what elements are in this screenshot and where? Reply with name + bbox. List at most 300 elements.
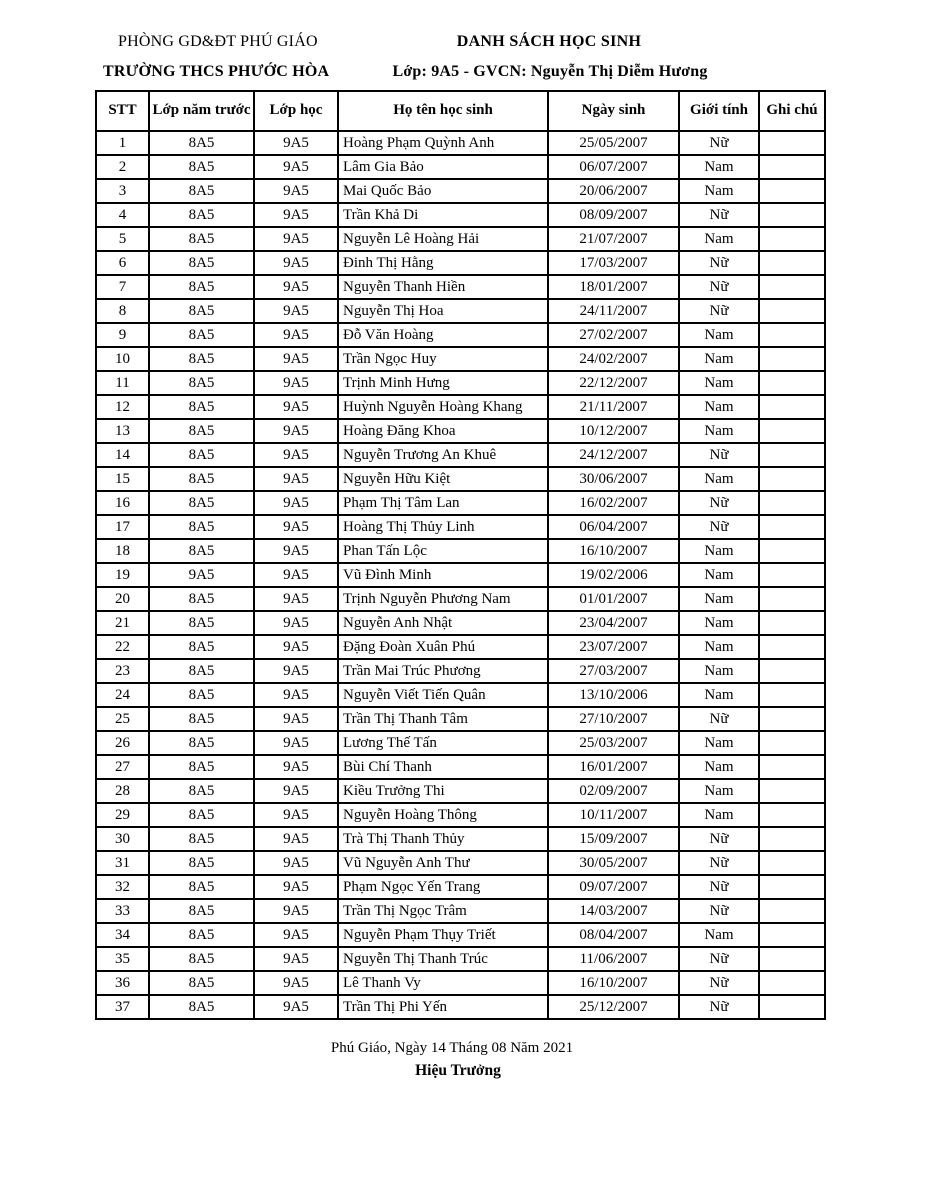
cell-birth-date: 08/04/2007 (548, 923, 679, 947)
cell-current-class: 9A5 (254, 899, 338, 923)
cell-gender: Nữ (679, 707, 759, 731)
cell-note (759, 515, 825, 539)
cell-current-class: 9A5 (254, 707, 338, 731)
cell-note (759, 587, 825, 611)
cell-prev-class: 8A5 (149, 323, 254, 347)
cell-prev-class: 8A5 (149, 851, 254, 875)
cell-birth-date: 23/07/2007 (548, 635, 679, 659)
table-row (96, 587, 825, 611)
table-row (96, 227, 825, 251)
cell-birth-date: 27/10/2007 (548, 707, 679, 731)
cell-stt: 25 (96, 707, 149, 731)
cell-student-name: Vũ Đình Minh (338, 563, 548, 587)
cell-note (759, 803, 825, 827)
cell-stt: 8 (96, 299, 149, 323)
cell-note (759, 731, 825, 755)
cell-prev-class: 8A5 (149, 827, 254, 851)
cell-gender: Nam (679, 683, 759, 707)
cell-student-name: Trần Ngọc Huy (338, 347, 548, 371)
cell-stt: 24 (96, 683, 149, 707)
cell-current-class: 9A5 (254, 419, 338, 443)
cell-student-name: Nguyễn Viết Tiến Quân (338, 683, 548, 707)
cell-student-name: Trần Thị Thanh Tâm (338, 707, 548, 731)
table-row (96, 683, 825, 707)
cell-note (759, 275, 825, 299)
document-title: DANH SÁCH HỌC SINH (456, 33, 642, 50)
cell-gender: Nữ (679, 947, 759, 971)
cell-prev-class: 8A5 (149, 611, 254, 635)
cell-gender: Nữ (679, 443, 759, 467)
cell-student-name: Trần Mai Trúc Phương (338, 659, 548, 683)
table-row (96, 179, 825, 203)
cell-stt: 1 (96, 131, 149, 155)
cell-note (759, 419, 825, 443)
cell-student-name: Trần Thị Ngọc Trâm (338, 899, 548, 923)
cell-student-name: Trịnh Minh Hưng (338, 371, 548, 395)
cell-birth-date: 10/12/2007 (548, 419, 679, 443)
cell-note (759, 875, 825, 899)
table-row (96, 755, 825, 779)
cell-prev-class: 8A5 (149, 251, 254, 275)
cell-student-name: Trần Khả Di (338, 203, 548, 227)
table-row (96, 803, 825, 827)
cell-current-class: 9A5 (254, 827, 338, 851)
table-row (96, 851, 825, 875)
cell-current-class: 9A5 (254, 227, 338, 251)
table-row (96, 611, 825, 635)
cell-current-class: 9A5 (254, 395, 338, 419)
cell-birth-date: 21/11/2007 (548, 395, 679, 419)
cell-current-class: 9A5 (254, 995, 338, 1019)
student-table (95, 90, 826, 1020)
cell-student-name: Lâm Gia Bảo (338, 155, 548, 179)
cell-prev-class: 8A5 (149, 491, 254, 515)
cell-current-class: 9A5 (254, 755, 338, 779)
cell-gender: Nam (679, 323, 759, 347)
cell-birth-date: 17/03/2007 (548, 251, 679, 275)
cell-gender: Nữ (679, 491, 759, 515)
cell-stt: 37 (96, 995, 149, 1019)
cell-stt: 20 (96, 587, 149, 611)
column-header-note: Ghi chú (759, 91, 825, 131)
cell-gender: Nam (679, 347, 759, 371)
cell-note (759, 443, 825, 467)
cell-student-name: Phan Tấn Lộc (338, 539, 548, 563)
cell-stt: 30 (96, 827, 149, 851)
cell-stt: 32 (96, 875, 149, 899)
cell-current-class: 9A5 (254, 803, 338, 827)
cell-prev-class: 8A5 (149, 587, 254, 611)
cell-student-name: Vũ Nguyễn Anh Thư (338, 851, 548, 875)
cell-note (759, 851, 825, 875)
cell-birth-date: 08/09/2007 (548, 203, 679, 227)
cell-stt: 10 (96, 347, 149, 371)
cell-prev-class: 9A5 (149, 563, 254, 587)
cell-birth-date: 24/02/2007 (548, 347, 679, 371)
table-row (96, 827, 825, 851)
cell-note (759, 491, 825, 515)
cell-student-name: Lương Thế Tấn (338, 731, 548, 755)
cell-note (759, 227, 825, 251)
cell-note (759, 611, 825, 635)
cell-student-name: Trần Thị Phi Yến (338, 995, 548, 1019)
cell-gender: Nữ (679, 131, 759, 155)
cell-prev-class: 8A5 (149, 635, 254, 659)
cell-stt: 17 (96, 515, 149, 539)
cell-current-class: 9A5 (254, 635, 338, 659)
table-row (96, 347, 825, 371)
cell-student-name: Đỗ Văn Hoàng (338, 323, 548, 347)
table-row (96, 251, 825, 275)
cell-prev-class: 8A5 (149, 155, 254, 179)
table-row (96, 731, 825, 755)
cell-birth-date: 24/12/2007 (548, 443, 679, 467)
cell-gender: Nam (679, 587, 759, 611)
cell-birth-date: 24/11/2007 (548, 299, 679, 323)
cell-birth-date: 13/10/2006 (548, 683, 679, 707)
cell-current-class: 9A5 (254, 515, 338, 539)
cell-prev-class: 8A5 (149, 875, 254, 899)
cell-gender: Nam (679, 659, 759, 683)
cell-current-class: 9A5 (254, 299, 338, 323)
table-row (96, 443, 825, 467)
cell-student-name: Đinh Thị Hằng (338, 251, 548, 275)
cell-current-class: 9A5 (254, 971, 338, 995)
cell-birth-date: 16/01/2007 (548, 755, 679, 779)
column-header-stt: STT (96, 91, 149, 131)
table-body (96, 131, 825, 1019)
cell-student-name: Nguyễn Hoàng Thông (338, 803, 548, 827)
cell-prev-class: 8A5 (149, 419, 254, 443)
cell-birth-date: 15/09/2007 (548, 827, 679, 851)
cell-gender: Nữ (679, 251, 759, 275)
cell-student-name: Nguyễn Thị Hoa (338, 299, 548, 323)
table-row (96, 659, 825, 683)
cell-current-class: 9A5 (254, 179, 338, 203)
cell-prev-class: 8A5 (149, 803, 254, 827)
cell-student-name: Nguyễn Hữu Kiệt (338, 467, 548, 491)
cell-gender: Nam (679, 731, 759, 755)
cell-prev-class: 8A5 (149, 779, 254, 803)
cell-gender: Nữ (679, 275, 759, 299)
cell-gender: Nam (679, 803, 759, 827)
cell-student-name: Huỳnh Nguyễn Hoàng Khang (338, 395, 548, 419)
cell-gender: Nữ (679, 875, 759, 899)
cell-stt: 5 (96, 227, 149, 251)
cell-prev-class: 8A5 (149, 275, 254, 299)
cell-stt: 12 (96, 395, 149, 419)
cell-prev-class: 8A5 (149, 203, 254, 227)
cell-student-name: Trà Thị Thanh Thủy (338, 827, 548, 851)
cell-prev-class: 8A5 (149, 755, 254, 779)
cell-birth-date: 30/06/2007 (548, 467, 679, 491)
cell-current-class: 9A5 (254, 875, 338, 899)
table-row (96, 203, 825, 227)
table-row (96, 707, 825, 731)
cell-prev-class: 8A5 (149, 971, 254, 995)
table-row (96, 395, 825, 419)
cell-note (759, 131, 825, 155)
cell-note (759, 299, 825, 323)
cell-birth-date: 21/07/2007 (548, 227, 679, 251)
cell-birth-date: 22/12/2007 (548, 371, 679, 395)
cell-gender: Nam (679, 635, 759, 659)
cell-student-name: Kiều Trưởng Thi (338, 779, 548, 803)
cell-note (759, 251, 825, 275)
cell-gender: Nam (679, 467, 759, 491)
cell-student-name: Trịnh Nguyễn Phương Nam (338, 587, 548, 611)
cell-gender: Nam (679, 371, 759, 395)
cell-birth-date: 25/05/2007 (548, 131, 679, 155)
cell-birth-date: 01/01/2007 (548, 587, 679, 611)
cell-birth-date: 20/06/2007 (548, 179, 679, 203)
cell-current-class: 9A5 (254, 851, 338, 875)
cell-birth-date: 27/02/2007 (548, 323, 679, 347)
cell-stt: 14 (96, 443, 149, 467)
table-row (96, 995, 825, 1019)
cell-current-class: 9A5 (254, 251, 338, 275)
table-row (96, 491, 825, 515)
cell-stt: 11 (96, 371, 149, 395)
cell-birth-date: 27/03/2007 (548, 659, 679, 683)
cell-gender: Nam (679, 155, 759, 179)
cell-birth-date: 09/07/2007 (548, 875, 679, 899)
cell-prev-class: 8A5 (149, 659, 254, 683)
cell-student-name: Phạm Thị Tâm Lan (338, 491, 548, 515)
cell-stt: 22 (96, 635, 149, 659)
cell-note (759, 323, 825, 347)
cell-note (759, 395, 825, 419)
cell-current-class: 9A5 (254, 659, 338, 683)
cell-stt: 27 (96, 755, 149, 779)
cell-student-name: Hoàng Phạm Quỳnh Anh (338, 131, 548, 155)
cell-student-name: Nguyễn Thị Thanh Trúc (338, 947, 548, 971)
cell-note (759, 995, 825, 1019)
cell-student-name: Nguyễn Anh Nhật (338, 611, 548, 635)
table-row (96, 467, 825, 491)
table-row (96, 947, 825, 971)
cell-gender: Nam (679, 611, 759, 635)
cell-current-class: 9A5 (254, 323, 338, 347)
cell-note (759, 563, 825, 587)
cell-note (759, 179, 825, 203)
table-row (96, 299, 825, 323)
table-row (96, 899, 825, 923)
cell-note (759, 947, 825, 971)
cell-gender: Nam (679, 755, 759, 779)
cell-note (759, 971, 825, 995)
cell-prev-class: 8A5 (149, 539, 254, 563)
cell-birth-date: 16/02/2007 (548, 491, 679, 515)
cell-gender: Nữ (679, 203, 759, 227)
cell-stt: 26 (96, 731, 149, 755)
cell-student-name: Phạm Ngọc Yến Trang (338, 875, 548, 899)
cell-stt: 3 (96, 179, 149, 203)
cell-gender: Nữ (679, 827, 759, 851)
cell-prev-class: 8A5 (149, 131, 254, 155)
cell-gender: Nam (679, 779, 759, 803)
cell-student-name: Nguyễn Phạm Thụy Triết (338, 923, 548, 947)
cell-birth-date: 16/10/2007 (548, 539, 679, 563)
cell-birth-date: 25/03/2007 (548, 731, 679, 755)
cell-student-name: Lê Thanh Vy (338, 971, 548, 995)
table-row (96, 515, 825, 539)
cell-prev-class: 8A5 (149, 515, 254, 539)
column-header-student-name: Họ tên học sinh (338, 91, 548, 131)
column-header-prev-class: Lớp năm trước (149, 91, 254, 131)
table-row (96, 323, 825, 347)
cell-prev-class: 8A5 (149, 731, 254, 755)
cell-stt: 4 (96, 203, 149, 227)
cell-student-name: Đặng Đoàn Xuân Phú (338, 635, 548, 659)
cell-current-class: 9A5 (254, 539, 338, 563)
cell-current-class: 9A5 (254, 347, 338, 371)
cell-note (759, 827, 825, 851)
cell-student-name: Hoàng Thị Thủy Linh (338, 515, 548, 539)
column-header-current-class: Lớp học (254, 91, 338, 131)
cell-current-class: 9A5 (254, 947, 338, 971)
cell-note (759, 707, 825, 731)
cell-prev-class: 8A5 (149, 947, 254, 971)
cell-birth-date: 30/05/2007 (548, 851, 679, 875)
cell-birth-date: 02/09/2007 (548, 779, 679, 803)
cell-stt: 13 (96, 419, 149, 443)
cell-gender: Nữ (679, 515, 759, 539)
cell-stt: 34 (96, 923, 149, 947)
table-row (96, 539, 825, 563)
cell-stt: 6 (96, 251, 149, 275)
cell-stt: 18 (96, 539, 149, 563)
cell-birth-date: 16/10/2007 (548, 971, 679, 995)
cell-current-class: 9A5 (254, 587, 338, 611)
cell-prev-class: 8A5 (149, 299, 254, 323)
cell-note (759, 755, 825, 779)
cell-note (759, 539, 825, 563)
cell-stt: 7 (96, 275, 149, 299)
table-row (96, 971, 825, 995)
cell-prev-class: 8A5 (149, 179, 254, 203)
table-row (96, 563, 825, 587)
cell-birth-date: 23/04/2007 (548, 611, 679, 635)
cell-current-class: 9A5 (254, 563, 338, 587)
office-name: PHÒNG GD&ĐT PHÚ GIÁO (118, 33, 318, 50)
table-row (96, 875, 825, 899)
cell-stt: 33 (96, 899, 149, 923)
cell-note (759, 635, 825, 659)
cell-student-name: Mai Quốc Bảo (338, 179, 548, 203)
cell-current-class: 9A5 (254, 371, 338, 395)
cell-current-class: 9A5 (254, 491, 338, 515)
cell-note (759, 371, 825, 395)
cell-gender: Nam (679, 563, 759, 587)
cell-current-class: 9A5 (254, 275, 338, 299)
cell-prev-class: 8A5 (149, 707, 254, 731)
cell-gender: Nữ (679, 851, 759, 875)
cell-note (759, 155, 825, 179)
cell-stt: 35 (96, 947, 149, 971)
cell-note (759, 203, 825, 227)
cell-stt: 28 (96, 779, 149, 803)
cell-note (759, 923, 825, 947)
cell-prev-class: 8A5 (149, 467, 254, 491)
cell-note (759, 467, 825, 491)
cell-stt: 15 (96, 467, 149, 491)
cell-prev-class: 8A5 (149, 995, 254, 1019)
cell-gender: Nam (679, 923, 759, 947)
cell-current-class: 9A5 (254, 611, 338, 635)
footer-signature-title: Hiệu Trưởng (415, 1062, 501, 1079)
table-row (96, 275, 825, 299)
cell-birth-date: 10/11/2007 (548, 803, 679, 827)
table-row (96, 371, 825, 395)
cell-current-class: 9A5 (254, 923, 338, 947)
cell-prev-class: 8A5 (149, 443, 254, 467)
cell-birth-date: 19/02/2006 (548, 563, 679, 587)
cell-gender: Nam (679, 539, 759, 563)
cell-gender: Nam (679, 179, 759, 203)
table-header-row (96, 91, 825, 131)
footer-date-line: Phú Giáo, Ngày 14 Tháng 08 Năm 2021 (330, 1040, 574, 1056)
cell-student-name: Hoàng Đăng Khoa (338, 419, 548, 443)
cell-prev-class: 8A5 (149, 227, 254, 251)
class-teacher-line: Lớp: 9A5 - GVCN: Nguyễn Thị Diễm Hương (392, 63, 708, 80)
cell-prev-class: 8A5 (149, 923, 254, 947)
column-header-gender: Giới tính (679, 91, 759, 131)
cell-stt: 19 (96, 563, 149, 587)
table-row (96, 419, 825, 443)
cell-stt: 2 (96, 155, 149, 179)
cell-note (759, 347, 825, 371)
cell-birth-date: 25/12/2007 (548, 995, 679, 1019)
cell-prev-class: 8A5 (149, 371, 254, 395)
cell-current-class: 9A5 (254, 443, 338, 467)
cell-current-class: 9A5 (254, 731, 338, 755)
cell-gender: Nam (679, 227, 759, 251)
cell-current-class: 9A5 (254, 467, 338, 491)
cell-note (759, 683, 825, 707)
cell-prev-class: 8A5 (149, 347, 254, 371)
cell-stt: 36 (96, 971, 149, 995)
cell-gender: Nam (679, 395, 759, 419)
cell-student-name: Bùi Chí Thanh (338, 755, 548, 779)
cell-current-class: 9A5 (254, 155, 338, 179)
column-header-birth-date: Ngày sinh (548, 91, 679, 131)
table-row (96, 923, 825, 947)
table-row (96, 779, 825, 803)
cell-student-name: Nguyễn Trương An Khuê (338, 443, 548, 467)
cell-stt: 21 (96, 611, 149, 635)
cell-prev-class: 8A5 (149, 683, 254, 707)
cell-current-class: 9A5 (254, 779, 338, 803)
school-name: TRƯỜNG THCS PHƯỚC HÒA (103, 63, 330, 80)
cell-birth-date: 06/07/2007 (548, 155, 679, 179)
table-row (96, 635, 825, 659)
cell-stt: 31 (96, 851, 149, 875)
cell-current-class: 9A5 (254, 203, 338, 227)
cell-prev-class: 8A5 (149, 395, 254, 419)
cell-birth-date: 18/01/2007 (548, 275, 679, 299)
cell-stt: 16 (96, 491, 149, 515)
cell-note (759, 659, 825, 683)
cell-current-class: 9A5 (254, 131, 338, 155)
cell-gender: Nữ (679, 971, 759, 995)
cell-student-name: Nguyễn Thanh Hiền (338, 275, 548, 299)
cell-birth-date: 11/06/2007 (548, 947, 679, 971)
cell-current-class: 9A5 (254, 683, 338, 707)
cell-gender: Nữ (679, 995, 759, 1019)
cell-birth-date: 14/03/2007 (548, 899, 679, 923)
cell-stt: 29 (96, 803, 149, 827)
